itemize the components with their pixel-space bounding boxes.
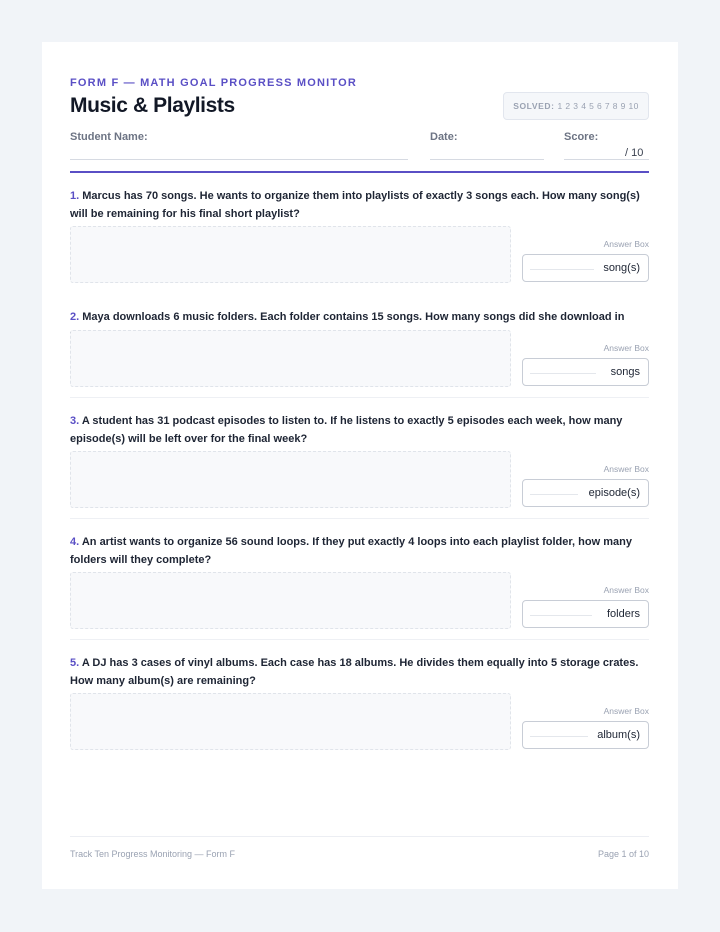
- footer-divider: [70, 836, 649, 837]
- answer-box-label: Answer Box: [603, 343, 649, 353]
- answer-unit: episode(s): [588, 487, 640, 499]
- question-prompt: Maya downloads 6 music folders. Each folder contains 15 songs. How many songs did she download in: [82, 311, 625, 323]
- question-prompt: An artist wants to organize 56 sound loops. If they put exactly 4 loops into each playlist folder, how many folders will they complete?: [70, 536, 632, 566]
- work-area[interactable]: [70, 330, 511, 387]
- question-number: 3.: [70, 415, 80, 427]
- page-title: Music & Playlists: [70, 94, 235, 117]
- answer-line: [530, 494, 578, 495]
- work-area[interactable]: [70, 693, 511, 750]
- question-4: [70, 533, 649, 643]
- question-text: [70, 533, 649, 569]
- question-number: 4.: [70, 536, 80, 548]
- student-name-label: Student Name:: [70, 131, 148, 143]
- work-area[interactable]: [70, 572, 511, 629]
- answer-line: [530, 615, 592, 616]
- question-text: [70, 654, 649, 690]
- answer-box-label: Answer Box: [603, 464, 649, 474]
- question-number: 5.: [70, 657, 80, 669]
- answer-line: [530, 269, 594, 270]
- question-text: [70, 412, 649, 448]
- question-divider: [70, 518, 649, 519]
- question-1: [70, 187, 649, 287]
- work-area[interactable]: [70, 451, 511, 508]
- solved-label: SOLVED:: [513, 101, 555, 111]
- answer-box-label: Answer Box: [603, 239, 649, 249]
- answer-box[interactable]: [522, 254, 649, 282]
- answer-box-label: Answer Box: [603, 706, 649, 716]
- date-label: Date:: [430, 131, 458, 143]
- score-denominator: / 10: [625, 147, 644, 159]
- page-number: Page 1 of 10: [597, 849, 649, 859]
- question-number: 2.: [70, 311, 80, 323]
- form-label: FORM F — MATH GOAL PROGRESS MONITOR: [70, 77, 358, 89]
- work-area[interactable]: [70, 226, 511, 283]
- solved-tracker: [503, 92, 649, 120]
- worksheet-page: [42, 42, 678, 889]
- answer-line: [530, 736, 588, 737]
- question-divider: [70, 397, 649, 398]
- question-2: [70, 308, 649, 394]
- score-field[interactable]: [564, 159, 649, 160]
- answer-unit: folders: [606, 608, 640, 620]
- question-prompt: A DJ has 3 cases of vinyl albums. Each case has 18 albums. He divides them equally into 5 storage crates. How many album(s) are remaining?: [70, 657, 639, 687]
- answer-box[interactable]: [522, 479, 649, 507]
- answer-box-label: Answer Box: [603, 585, 649, 595]
- date-field[interactable]: [430, 159, 544, 160]
- question-3: [70, 412, 649, 522]
- student-name-field[interactable]: [70, 159, 408, 160]
- answer-line: [530, 373, 596, 374]
- score-label: Score:: [564, 131, 599, 143]
- header-divider: [70, 171, 649, 173]
- solved-numbers: 1 2 3 4 5 6 7 8 9 10: [557, 101, 639, 111]
- answer-unit: album(s): [597, 729, 640, 741]
- answer-box[interactable]: [522, 721, 649, 749]
- question-text: [70, 187, 649, 223]
- footer-form-label: Track Ten Progress Monitoring — Form F: [70, 849, 236, 859]
- question-number: 1.: [70, 190, 80, 202]
- question-prompt: Marcus has 70 songs. He wants to organize them into playlists of exactly 3 songs each. How many song(s) will be remaining for his final short playlist?: [70, 190, 640, 220]
- answer-box[interactable]: [522, 358, 649, 386]
- question-5: [70, 654, 649, 764]
- answer-box[interactable]: [522, 600, 649, 628]
- question-divider: [70, 639, 649, 640]
- answer-unit: songs: [610, 366, 640, 378]
- answer-unit: song(s): [603, 262, 640, 274]
- question-prompt: A student has 31 podcast episodes to listen to. If he listens to exactly 5 episodes each week, how many episode(s) will be left over for the final week?: [70, 415, 623, 445]
